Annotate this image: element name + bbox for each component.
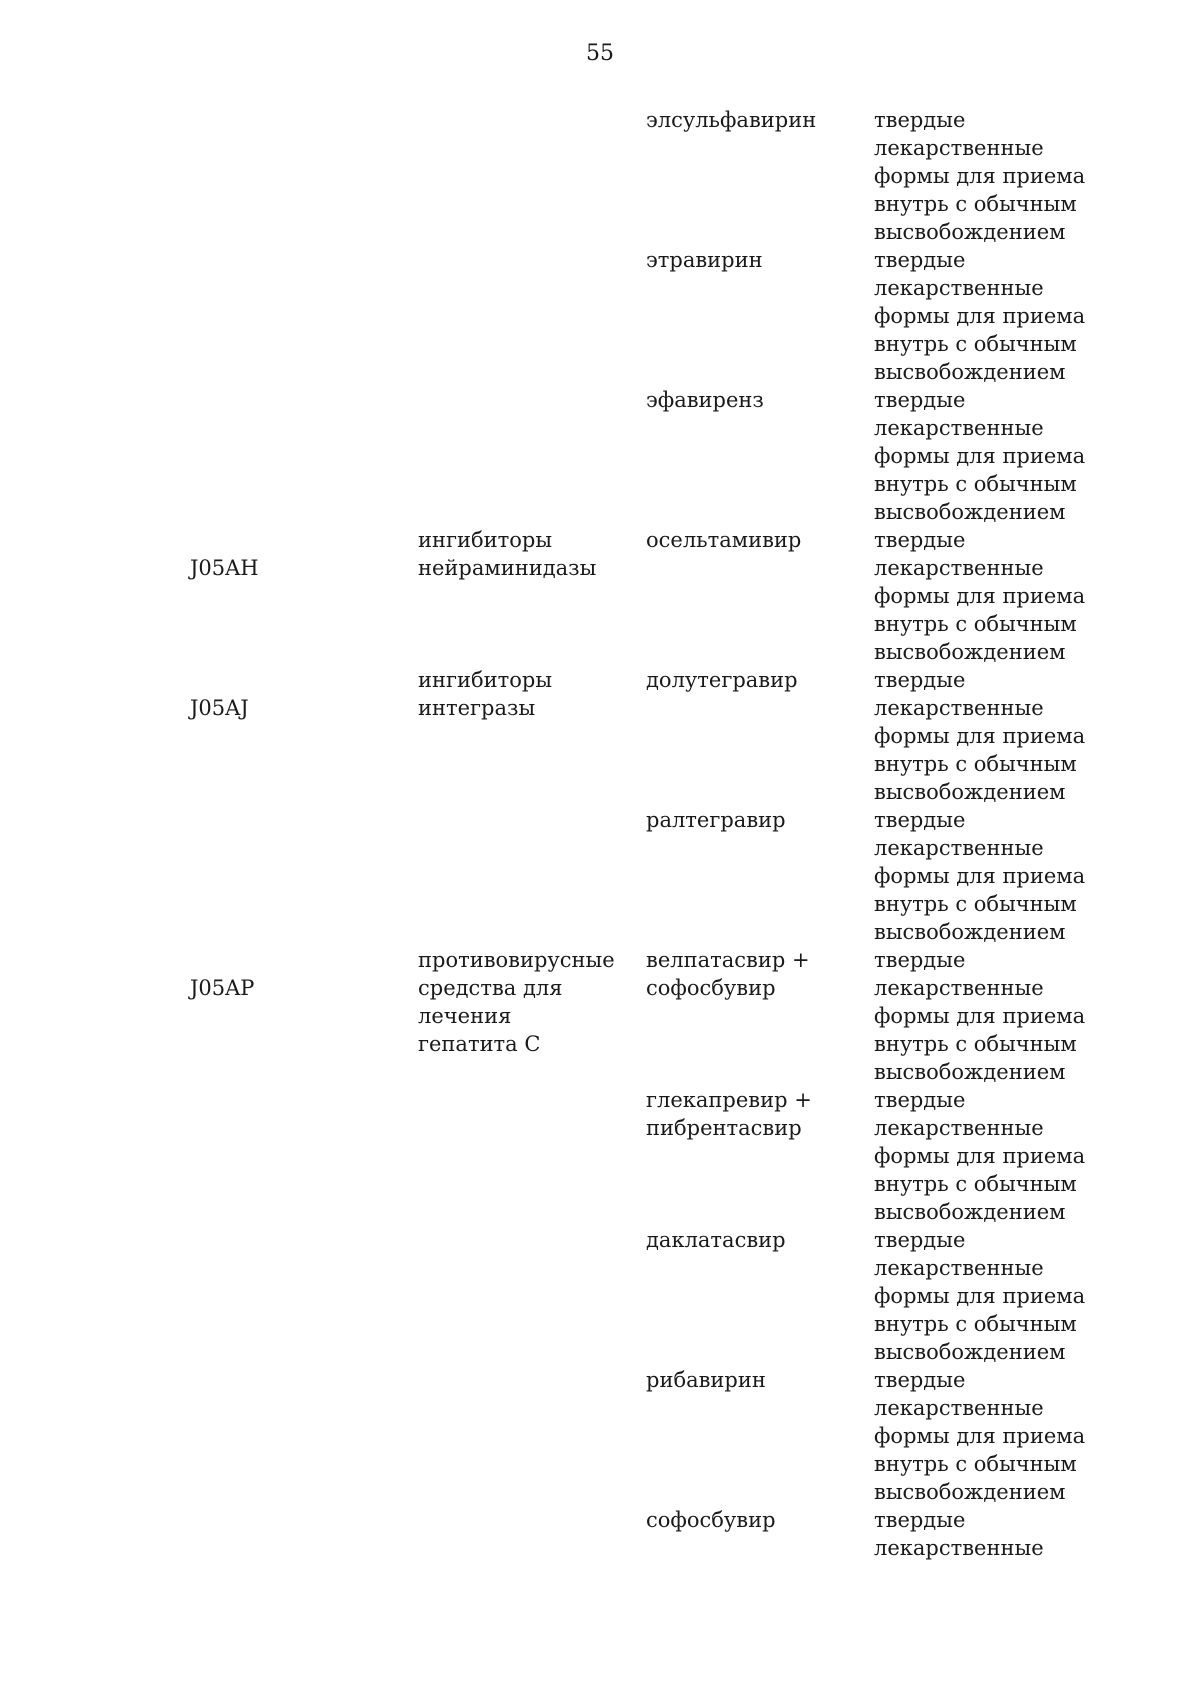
dosage-form-cell: твердые лекарственные формы для приема внутрь с обычным высвобождением: [874, 948, 1086, 1084]
dosage-form-cell: твердые лекарственные формы для приема внутрь с обычным высвобождением: [874, 108, 1086, 244]
drug-name-cell: даклатасвир: [646, 1228, 786, 1252]
dosage-form-cell: твердые лекарственные формы для приема внутрь с обычным высвобождением: [874, 808, 1086, 944]
drug-group-cell: противовирусные средства для лечения гепатита С: [418, 948, 615, 1056]
atc-code-cell: J05AH: [190, 556, 259, 580]
drug-name-cell: рибавирин: [646, 1368, 766, 1392]
drug-name-cell: глекапревир + пибрентасвир: [646, 1088, 812, 1140]
drug-name-cell: велпатасвир + софосбувир: [646, 948, 810, 1000]
atc-code-cell: J05AJ: [190, 696, 249, 720]
dosage-form-cell: твердые лекарственные формы для приема внутрь с обычным высвобождением: [874, 248, 1086, 384]
atc-code-cell: J05AP: [190, 976, 255, 1000]
drug-group-cell: ингибиторы нейраминидазы: [418, 528, 597, 580]
drug-name-cell: ралтегравир: [646, 808, 786, 832]
drug-name-cell: этравирин: [646, 248, 763, 272]
drug-name-cell: софосбувир: [646, 1508, 776, 1532]
dosage-form-cell: твердые лекарственные формы для приема внутрь с обычным высвобождением: [874, 388, 1086, 524]
drug-group-cell: ингибиторы интегразы: [418, 668, 553, 720]
drug-name-cell: осельтамивир: [646, 528, 802, 552]
dosage-form-cell: твердые лекарственные формы для приема внутрь с обычным высвобождением: [874, 1368, 1086, 1504]
page-number: 55: [586, 41, 614, 66]
dosage-form-cell: твердые лекарственные формы для приема внутрь с обычным высвобождением: [874, 528, 1086, 664]
dosage-form-cell: твердые лекарственные формы для приема внутрь с обычным высвобождением: [874, 1088, 1086, 1224]
dosage-form-cell: твердые лекарственные: [874, 1508, 1044, 1560]
dosage-form-cell: твердые лекарственные формы для приема внутрь с обычным высвобождением: [874, 668, 1086, 804]
drug-name-cell: эфавиренз: [646, 388, 764, 412]
drug-name-cell: долутегравир: [646, 668, 798, 692]
dosage-form-cell: твердые лекарственные формы для приема внутрь с обычным высвобождением: [874, 1228, 1086, 1364]
drug-name-cell: элсульфавирин: [646, 108, 817, 132]
